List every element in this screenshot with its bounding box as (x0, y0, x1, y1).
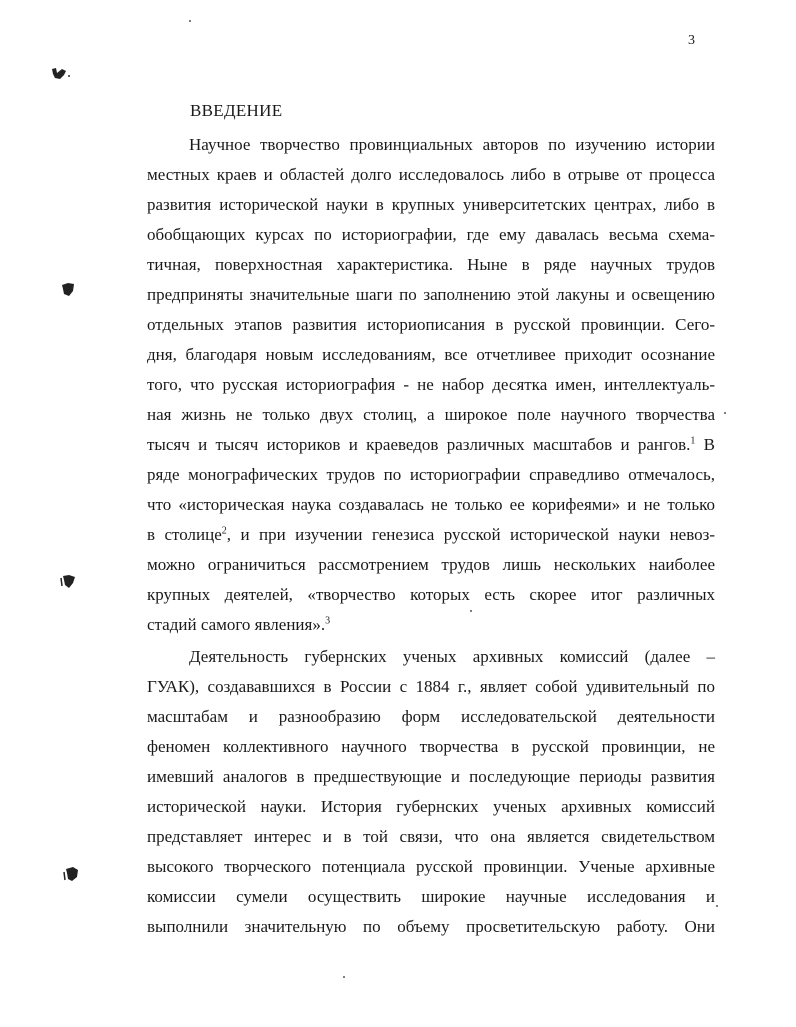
line-text: тысяч и тысяч историков и краеведов различных масштабов и рангов. (147, 435, 691, 454)
paragraph-line (147, 435, 715, 455)
binding-hole-mark-icon (63, 866, 81, 884)
line-tail: , и при изучении генезиса русской исторической науки невоз- (226, 525, 716, 544)
footnote-ref-1: 1 (690, 435, 696, 447)
scan-speck (189, 20, 191, 22)
paragraph-line: исторической науки. История губернских ученых архивных комиссий (147, 797, 715, 816)
footnote-ref-3: 3 (325, 615, 331, 627)
paragraph-line: Научное творчество провинциальных авторов по изучению истории (189, 135, 715, 154)
paragraph-line: развития исторической науки в крупных университетских центрах, либо в (147, 195, 715, 214)
paragraph-line: обобщающих курсах по историографии, где ему давалась весьма схема- (147, 225, 715, 244)
footnote-ref-2: 2 (221, 525, 227, 537)
paragraph-line: дня, благодаря новым исследованиям, все отчетливее приходит осознание (147, 345, 715, 364)
line-text: стадий самого явления». (147, 615, 326, 634)
paragraph-line: масштабам и разнообразию форм исследовательской деятельности (147, 707, 715, 726)
paragraph-line: представляет интерес и в той связи, что она является свидетельством (147, 827, 715, 846)
binding-hole-mark-icon (60, 573, 78, 591)
scan-speck (343, 976, 345, 978)
binding-hole-mark-icon (60, 282, 76, 298)
paragraph-line: местных краев и областей долго исследовалось либо в отрыве от процесса (147, 165, 715, 184)
paragraph-line: что «историческая наука создавалась не только ее корифеями» и не только (147, 495, 715, 514)
paragraph-line: тичная, поверхностная характеристика. Ныне в ряде научных трудов (147, 255, 715, 274)
paragraph-line: высокого творческого потенциала русской провинции. Ученые архивные (147, 857, 715, 876)
paragraph-line: ная жизнь не только двух столиц, а широкое поле научного творчества (147, 405, 715, 424)
scan-speck (716, 905, 718, 907)
section-heading: ВВЕДЕНИЕ (190, 101, 283, 120)
paragraph-line: комиссии сумели осуществить широкие научные исследования и (147, 887, 715, 906)
paragraph-line (147, 615, 715, 635)
scan-speck (470, 610, 472, 612)
paragraph-line: феномен коллективного научного творчества в русской провинции, не (147, 737, 715, 756)
paragraph-line: крупных деятелей, «творчество которых есть скорее итог различных (147, 585, 715, 604)
binding-hole-mark-icon (50, 67, 72, 81)
paragraph-line: отдельных этапов развития историописания в русской провинции. Сего- (147, 315, 715, 334)
paragraph-line: выполнили значительную по объему просветительскую работу. Они (147, 917, 715, 936)
scan-speck (724, 412, 726, 414)
line-tail: В (695, 435, 715, 454)
paragraph-line: имевший аналогов в предшествующие и последующие периоды развития (147, 767, 715, 786)
paragraph-line: ряде монографических трудов по историографии справедливо отмечалось, (147, 465, 715, 484)
paragraph-line: можно ограничиться рассмотрением трудов лишь нескольких наиболее (147, 555, 715, 574)
paragraph-line: ГУАК), создававшихся в России с 1884 г., являет собой удивительный по (147, 677, 715, 696)
page-number: 3 (688, 33, 695, 48)
paragraph-line: Деятельность губернских ученых архивных комиссий (далее – (189, 647, 715, 666)
paragraph-line: предприняты значительные шаги по заполнению этой лакуны и освещению (147, 285, 715, 304)
line-text: в столице (147, 525, 222, 544)
paragraph-line: того, что русская историография - не набор десятка имен, интеллектуаль- (147, 375, 715, 394)
paragraph-line (147, 525, 715, 545)
